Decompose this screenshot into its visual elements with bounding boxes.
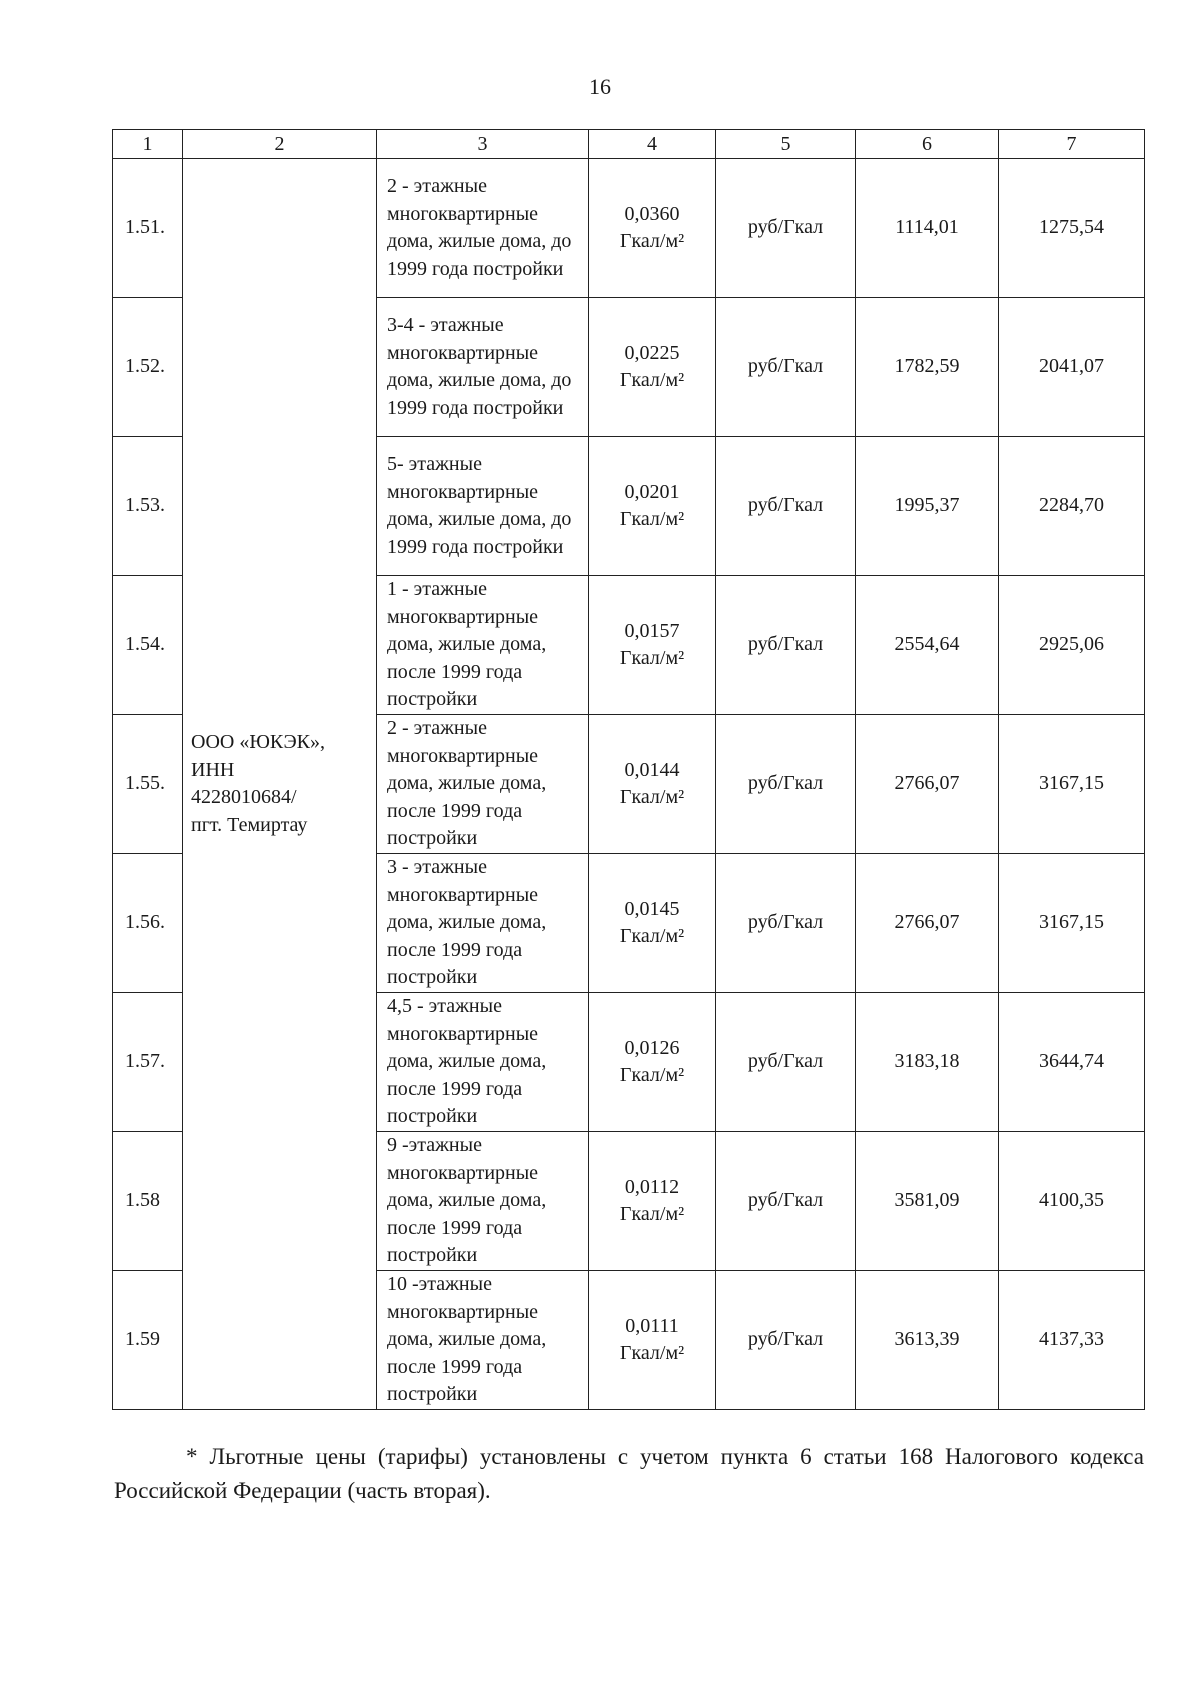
row-description: 3 - этажные многоквартирные дома, жилые дома, после 1999 года постройки	[377, 854, 589, 993]
row-description: 2 - этажные многоквартирные дома, жилые дома, до 1999 года постройки	[377, 159, 589, 298]
norm-unit: Гкал/м²	[619, 925, 685, 947]
row-value-col7: 2041,07	[999, 298, 1145, 437]
norm-unit: Гкал/м²	[619, 369, 685, 391]
row-norm	[589, 576, 716, 715]
row-norm	[589, 715, 716, 854]
norm-value: 0,0157	[624, 619, 680, 642]
row-value-col7: 4137,33	[999, 1271, 1145, 1410]
norm-value: 0,0111	[625, 1314, 679, 1337]
row-value-col6: 3183,18	[856, 993, 999, 1132]
organization-name: ООО «ЮКЭК»,	[191, 731, 326, 753]
row-unit: руб/Гкал	[716, 159, 856, 298]
row-description: 5- этажные многоквартирные дома, жилые дома, до 1999 года постройки	[377, 437, 589, 576]
row-value-col7: 3167,15	[999, 854, 1145, 993]
norm-value: 0,0201	[624, 480, 680, 503]
column-header: 6	[856, 130, 999, 159]
row-unit: руб/Гкал	[716, 715, 856, 854]
column-header: 7	[999, 130, 1145, 159]
row-norm	[589, 854, 716, 993]
row-unit: руб/Гкал	[716, 1271, 856, 1410]
row-number: 1.54.	[113, 576, 183, 715]
row-value-col7: 3167,15	[999, 715, 1145, 854]
column-header: 4	[589, 130, 716, 159]
table-row	[113, 159, 1145, 298]
column-header: 1	[113, 130, 183, 159]
row-value-col6: 3581,09	[856, 1132, 999, 1271]
row-number: 1.59	[113, 1271, 183, 1410]
norm-value: 0,0225	[624, 341, 680, 364]
row-norm	[589, 1132, 716, 1271]
row-norm	[589, 1271, 716, 1410]
norm-unit: Гкал/м²	[619, 786, 685, 808]
row-description: 9 -этажные многоквартирные дома, жилые дома, после 1999 года постройки	[377, 1132, 589, 1271]
norm-unit: Гкал/м²	[619, 647, 685, 669]
row-description: 2 - этажные многоквартирные дома, жилые дома, после 1999 года постройки	[377, 715, 589, 854]
row-unit: руб/Гкал	[716, 993, 856, 1132]
row-number: 1.53.	[113, 437, 183, 576]
row-value-col7: 4100,35	[999, 1132, 1145, 1271]
row-value-col6: 1782,59	[856, 298, 999, 437]
organization-inn: 4228010684/	[191, 786, 297, 808]
column-header: 3	[377, 130, 589, 159]
row-value-col6: 2554,64	[856, 576, 999, 715]
row-number: 1.57.	[113, 993, 183, 1132]
footnote: * Льготные цены (тарифы) установлены с учетом пункта 6 статьи 168 Налогового кодекса Российской Федерации (часть вторая).	[114, 1444, 1144, 1503]
tariff-table	[112, 129, 1145, 1410]
row-norm	[589, 159, 716, 298]
row-unit: руб/Гкал	[716, 854, 856, 993]
table-header-row	[113, 130, 1145, 159]
organization-location: пгт. Темиртау	[191, 813, 308, 836]
norm-unit: Гкал/м²	[619, 1203, 685, 1225]
row-description: 4,5 - этажные многоквартирные дома, жилые дома, после 1999 года постройки	[377, 993, 589, 1132]
row-value-col7: 2925,06	[999, 576, 1145, 715]
norm-unit: Гкал/м²	[619, 1342, 685, 1364]
row-value-col6: 1114,01	[856, 159, 999, 298]
row-norm	[589, 437, 716, 576]
row-value-col7: 2284,70	[999, 437, 1145, 576]
row-description: 1 - этажные многоквартирные дома, жилые дома, после 1999 года постройки	[377, 576, 589, 715]
row-number: 1.52.	[113, 298, 183, 437]
norm-value: 0,0126	[624, 1036, 680, 1059]
row-norm	[589, 993, 716, 1132]
row-value-col6: 1995,37	[856, 437, 999, 576]
column-header: 5	[716, 130, 856, 159]
norm-unit: Гкал/м²	[619, 230, 685, 252]
column-header: 2	[183, 130, 377, 159]
row-description: 10 -этажные многоквартирные дома, жилые дома, после 1999 года постройки	[377, 1271, 589, 1410]
organization-inn-label: ИНН	[191, 758, 235, 781]
norm-unit: Гкал/м²	[619, 1064, 685, 1086]
norm-value: 0,0360	[624, 202, 680, 225]
row-unit: руб/Гкал	[716, 1132, 856, 1271]
row-value-col7: 1275,54	[999, 159, 1145, 298]
row-number: 1.58	[113, 1132, 183, 1271]
row-unit: руб/Гкал	[716, 576, 856, 715]
page-number: 16	[589, 74, 611, 99]
row-number: 1.55.	[113, 715, 183, 854]
norm-value: 0,0112	[624, 1175, 680, 1198]
row-value-col6: 3613,39	[856, 1271, 999, 1410]
row-number: 1.56.	[113, 854, 183, 993]
row-unit: руб/Гкал	[716, 437, 856, 576]
row-description: 3-4 - этажные многоквартирные дома, жилые дома, до 1999 года постройки	[377, 298, 589, 437]
row-value-col6: 2766,07	[856, 715, 999, 854]
norm-value: 0,0144	[624, 758, 680, 781]
row-value-col6: 2766,07	[856, 854, 999, 993]
row-number: 1.51.	[113, 159, 183, 298]
row-value-col7: 3644,74	[999, 993, 1145, 1132]
norm-unit: Гкал/м²	[619, 508, 685, 530]
row-norm	[589, 298, 716, 437]
organization-cell	[183, 159, 377, 1410]
norm-value: 0,0145	[624, 897, 680, 920]
row-unit: руб/Гкал	[716, 298, 856, 437]
